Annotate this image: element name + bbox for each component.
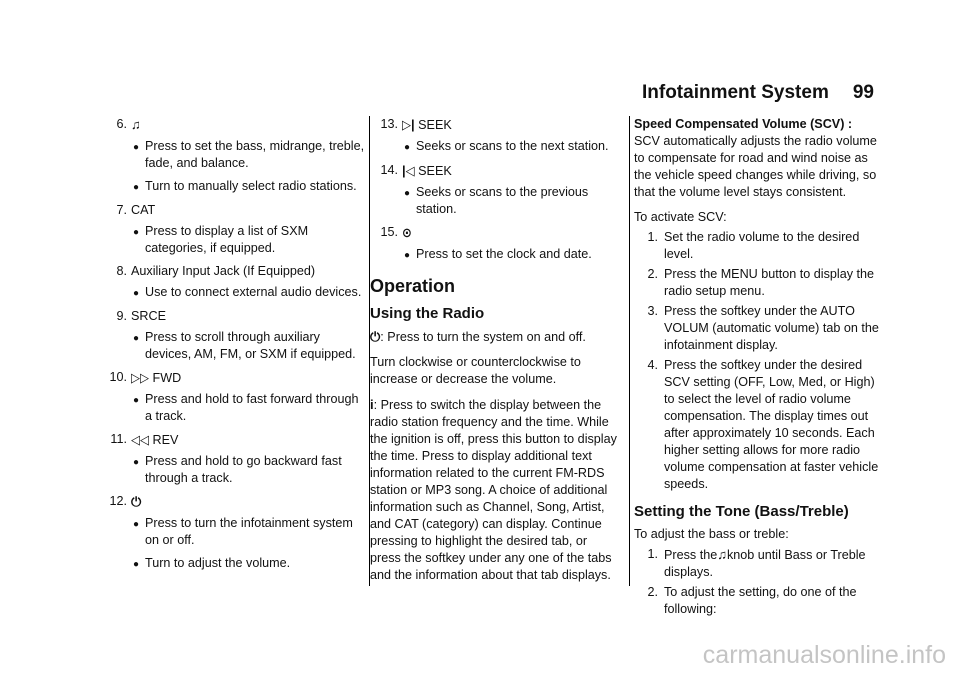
bullet-text: Seeks or scans to the next station.	[416, 139, 609, 153]
bullet-text: Press to display a list of SXM categories, if equipped.	[145, 224, 309, 255]
control-item	[105, 431, 367, 449]
item-number: 10.	[109, 370, 127, 384]
item-title	[131, 431, 367, 449]
info-paragraph	[370, 396, 621, 584]
item-label: FWD	[152, 371, 182, 385]
bullet-item	[398, 138, 621, 156]
control-item	[105, 263, 367, 280]
clock-icon: ⊙	[402, 225, 412, 240]
bullet-icon: ●	[132, 182, 140, 193]
operation-heading: Operation	[370, 276, 456, 296]
bullet-item	[398, 246, 621, 264]
bullet-icon: ●	[132, 519, 140, 530]
using-radio-heading: Using the Radio	[370, 305, 485, 322]
bullet-text: Press and hold to go backward fast through a track.	[145, 454, 342, 485]
item-title	[402, 224, 621, 242]
step-text: Press the softkey under the AUTO VOLUM (automatic volume) tab on the infotainment display.	[664, 304, 879, 352]
control-item	[105, 493, 367, 511]
fast-forward-icon: ▷▷	[131, 370, 149, 385]
bullet-icon: ●	[132, 288, 140, 299]
bullet-text: Use to connect external audio devices.	[145, 285, 362, 299]
bullet-icon: ●	[132, 142, 140, 153]
item-title	[402, 162, 621, 180]
scv-label: Speed Compensated Volume (SCV) :	[634, 117, 853, 131]
bullet-icon: ●	[403, 250, 411, 261]
seek-next-icon: ▷|	[402, 117, 415, 132]
info-text: : Press to switch the display between the radio station frequency and the time. While the ignition is off, press this button to display the time. Press to display additional text information related to the current FM-RDS station or MP3 song. A choice of additional information such as Channel, Song, Artist, and CAT (category) can display. Continue pressing to highlight the desired tab, or press the softkey under any one of the tabs and the information about that tab displays.	[370, 398, 617, 582]
power-text: : Press to turn the system on and off.	[380, 330, 586, 344]
bullet-item	[127, 555, 367, 573]
item-label: SEEK	[418, 118, 452, 132]
item-number: 13.	[380, 117, 398, 131]
control-item	[105, 202, 367, 219]
control-item	[105, 308, 367, 325]
activate-step	[640, 266, 880, 300]
item-title	[131, 308, 367, 325]
item-title	[131, 202, 367, 219]
bullet-text: Press to scroll through auxiliary devices, AM, FM, or SXM if equipped.	[145, 330, 356, 361]
power-paragraph	[370, 328, 621, 346]
scv-paragraph	[634, 116, 880, 201]
scv-text: SCV automatically adjusts the radio volume to compensate for road and wind noise as the vehicle speed changes while driving, so that the volume level stays consistent.	[634, 134, 877, 199]
item-number: 15.	[380, 225, 398, 239]
section-title: Infotainment System	[641, 82, 829, 103]
activate-intro: To activate SCV:	[634, 210, 727, 224]
tone-step-2-text: To adjust the setting, do one of the following:	[664, 585, 857, 616]
bullet-item	[127, 138, 367, 172]
item-label: CAT	[131, 203, 156, 217]
bullet-icon: ●	[132, 559, 140, 570]
rewind-icon: ◁◁	[131, 432, 149, 447]
step-number: 1.	[647, 230, 658, 244]
control-item	[376, 116, 621, 134]
column-2	[370, 116, 621, 592]
volume-paragraph: Turn clockwise or counterclockwise to increase or decrease the volume.	[370, 355, 581, 386]
bullet-icon: ●	[132, 333, 140, 344]
bullet-icon: ●	[132, 227, 140, 238]
power-icon: ⏻	[131, 494, 142, 509]
tone-intro: To adjust the bass or treble:	[634, 527, 789, 541]
tone-step-1-a: Press the	[664, 548, 718, 562]
page-header	[642, 82, 874, 104]
bullet-item	[127, 453, 367, 487]
seek-previous-icon: |◁	[402, 163, 415, 178]
item-number: 8.	[116, 264, 127, 278]
step-number: 2.	[647, 267, 658, 281]
bullet-item	[127, 515, 367, 549]
bullet-item	[127, 223, 367, 257]
bullet-text: Turn to manually select radio stations.	[145, 179, 357, 193]
tone-heading: Setting the Tone (Bass/Treble)	[634, 503, 849, 520]
control-item	[105, 116, 367, 134]
control-item	[105, 369, 367, 387]
bullet-item	[127, 329, 367, 363]
step-number: 3.	[647, 304, 658, 318]
bullet-icon: ●	[403, 142, 411, 153]
bullet-icon: ●	[132, 395, 140, 406]
column-divider-2	[629, 116, 630, 586]
tone-step-1: 1. Press the♫knob until Bass or Treble displays.	[647, 547, 866, 579]
control-item	[376, 224, 621, 242]
item-title	[131, 369, 367, 387]
item-number: 14.	[380, 163, 398, 177]
item-number: 6.	[116, 117, 127, 131]
item-number: 12.	[109, 494, 127, 508]
bullet-icon: ●	[132, 457, 140, 468]
bullet-text: Press and hold to fast forward through a track.	[145, 392, 359, 423]
control-item	[376, 162, 621, 180]
item-number: 11.	[110, 432, 127, 446]
activate-step	[640, 303, 880, 354]
info-icon: i	[370, 397, 374, 412]
power-icon: ⏻	[370, 329, 381, 344]
item-title	[131, 116, 367, 134]
bullet-icon: ●	[403, 188, 411, 199]
step-text: Press the MENU button to display the radio setup menu.	[664, 267, 874, 298]
item-number: 9.	[116, 309, 127, 323]
music-note-icon: ♫	[717, 547, 727, 562]
item-title	[131, 493, 367, 511]
bullet-text: Turn to adjust the volume.	[145, 556, 291, 570]
watermark: carmanualsonline.info	[702, 641, 946, 669]
bullet-text: Press to turn the infotainment system on or off.	[145, 516, 353, 547]
item-title	[402, 116, 621, 134]
bullet-text: Press to set the bass, midrange, treble, fade, and balance.	[145, 139, 365, 170]
activate-step	[640, 229, 880, 263]
activate-steps-list	[640, 229, 880, 493]
item-label: REV	[152, 433, 179, 447]
tone-step-1-b: knob until Bass or Treble displays.	[664, 548, 866, 579]
bullet-item	[398, 184, 621, 218]
bullet-item	[127, 178, 367, 196]
column-3	[634, 116, 880, 621]
bullet-item	[127, 284, 367, 302]
music-note-icon: ♫	[131, 117, 141, 132]
step-number: 4.	[647, 358, 658, 372]
item-label: SRCE	[131, 309, 166, 323]
activate-step	[640, 357, 880, 493]
tone-step-2: 2. To adjust the setting, do one of the following:	[640, 584, 880, 618]
item-label: SEEK	[418, 164, 452, 178]
bullet-text: Press to set the clock and date.	[416, 247, 592, 261]
item-number: 7.	[116, 203, 127, 217]
bullet-item	[127, 391, 367, 425]
item-label: Auxiliary Input Jack (If Equipped)	[131, 264, 316, 278]
column-1	[105, 116, 367, 579]
step-text: Press the softkey under the desired SCV setting (OFF, Low, Med, or High) to select the level of radio volume compensation. The display times out after approximately 10 seconds. Each higher setting allows for more radio volume compensation at faster vehicle speeds.	[664, 358, 879, 491]
item-title	[131, 263, 367, 280]
bullet-text: Seeks or scans to the previous station.	[416, 185, 589, 216]
step-text: Set the radio volume to the desired level.	[664, 230, 860, 261]
page-number: 99	[852, 82, 874, 103]
